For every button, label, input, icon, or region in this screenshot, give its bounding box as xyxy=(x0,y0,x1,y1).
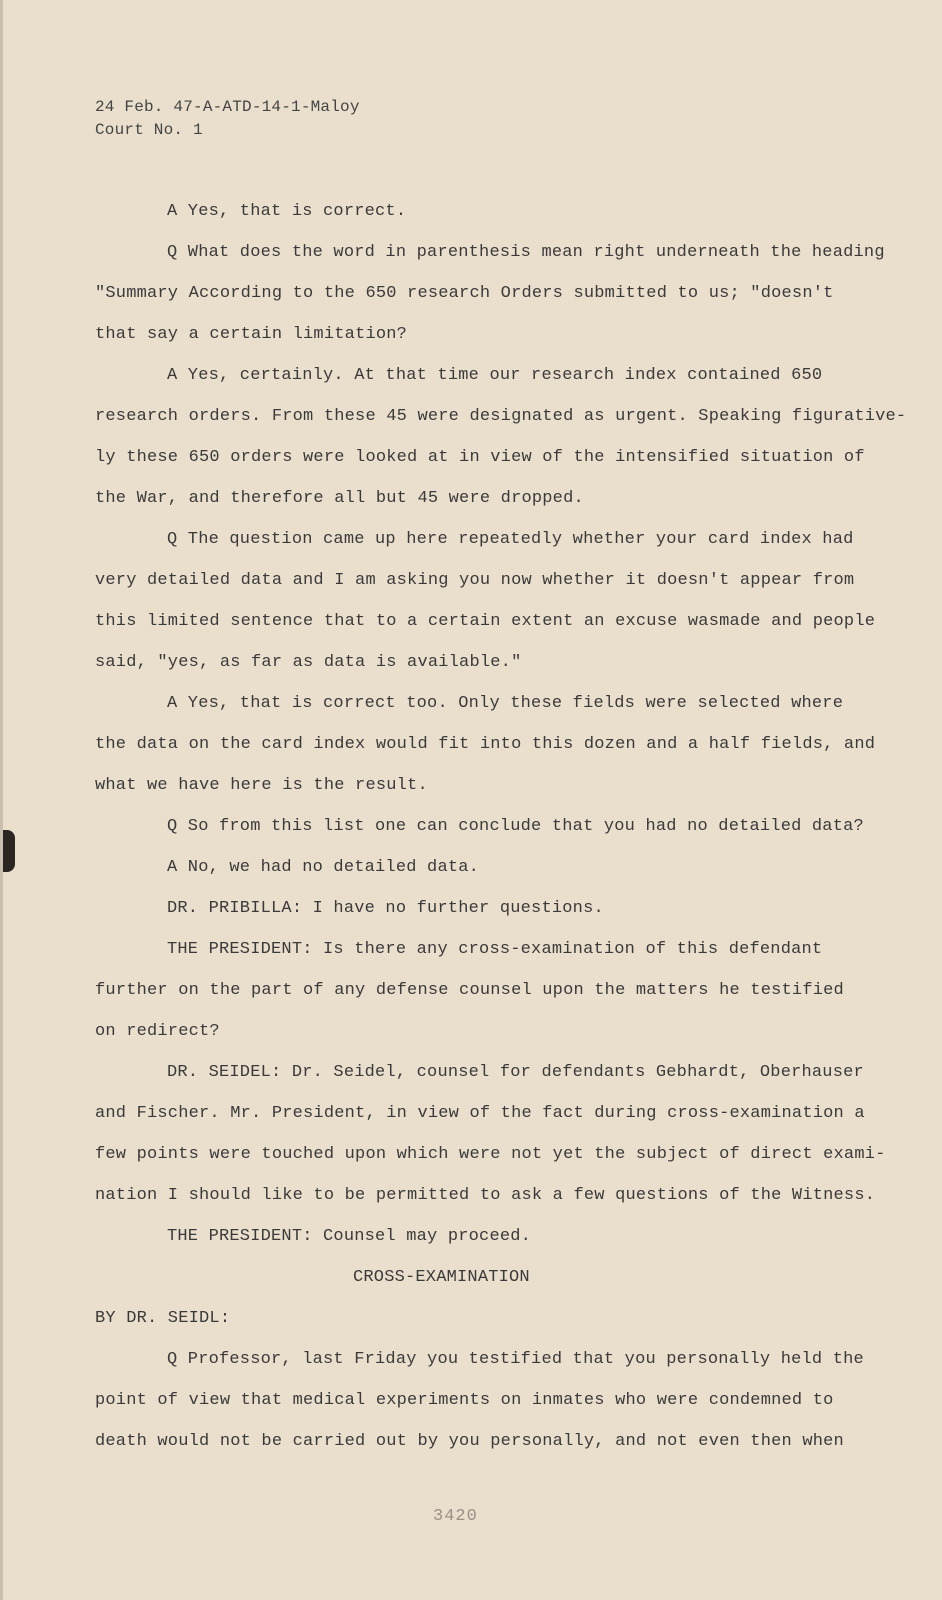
transcript-line: "Summary According to the 650 research Orders submitted to us; "doesn't xyxy=(95,284,834,303)
transcript-line: that say a certain limitation? xyxy=(95,325,408,344)
transcript-line: this limited sentence that to a certain extent an excuse wasmade and people xyxy=(95,612,876,631)
transcript-line: A No, we had no detailed data. xyxy=(167,858,480,877)
transcript-line: BY DR. SEIDL: xyxy=(95,1309,231,1328)
transcript-line: DR. SEIDEL: Dr. Seidel, counsel for defendants Gebhardt, Oberhauser xyxy=(167,1063,864,1082)
binding-mark xyxy=(3,830,15,872)
transcript-line: on redirect? xyxy=(95,1022,220,1041)
header-reference: 24 Feb. 47-A-ATD-14-1-Maloy xyxy=(95,98,360,116)
transcript-line: A Yes, that is correct. xyxy=(167,202,407,221)
transcript-line: research orders. From these 45 were designated as urgent. Speaking figurative- xyxy=(95,407,907,426)
transcript-line: death would not be carried out by you personally, and not even then when xyxy=(95,1432,844,1451)
transcript-line: the data on the card index would fit into this dozen and a half fields, and xyxy=(95,735,876,754)
transcript-line: Q The question came up here repeatedly whether your card index had xyxy=(167,530,854,549)
transcript-line: A Yes, certainly. At that time our research index contained 650 xyxy=(167,366,823,385)
transcript-line: THE PRESIDENT: Is there any cross-examination of this defendant xyxy=(167,940,823,959)
header-court: Court No. 1 xyxy=(95,121,203,139)
section-heading: CROSS-EXAMINATION xyxy=(353,1268,530,1287)
transcript-line: point of view that medical experiments on inmates who were condemned to xyxy=(95,1391,834,1410)
transcript-line: Q So from this list one can conclude that you had no detailed data? xyxy=(167,817,864,836)
transcript-line: THE PRESIDENT: Counsel may proceed. xyxy=(167,1227,532,1246)
transcript-line: few points were touched upon which were not yet the subject of direct exami- xyxy=(95,1145,886,1164)
transcript-line: the War, and therefore all but 45 were dropped. xyxy=(95,489,584,508)
transcript-line: ly these 650 orders were looked at in view of the intensified situation of xyxy=(95,448,865,467)
transcript-line: Q What does the word in parenthesis mean right underneath the heading xyxy=(167,243,885,262)
page-number: 3420 xyxy=(433,1507,478,1526)
transcript-line: Q Professor, last Friday you testified that you personally held the xyxy=(167,1350,864,1369)
transcript-line: A Yes, that is correct too. Only these fields were selected where xyxy=(167,694,844,713)
transcript-line: very detailed data and I am asking you now whether it doesn't appear from xyxy=(95,571,855,590)
document-header xyxy=(95,96,360,142)
transcript-line: DR. PRIBILLA: I have no further questions. xyxy=(167,899,604,918)
transcript-line: nation I should like to be permitted to ask a few questions of the Witness. xyxy=(95,1186,876,1205)
transcript-line: and Fischer. Mr. President, in view of the fact during cross-examination a xyxy=(95,1104,865,1123)
transcript-line: what we have here is the result. xyxy=(95,776,428,795)
transcript-line: further on the part of any defense counsel upon the matters he testified xyxy=(95,981,844,1000)
transcript-line: said, "yes, as far as data is available." xyxy=(95,653,522,672)
